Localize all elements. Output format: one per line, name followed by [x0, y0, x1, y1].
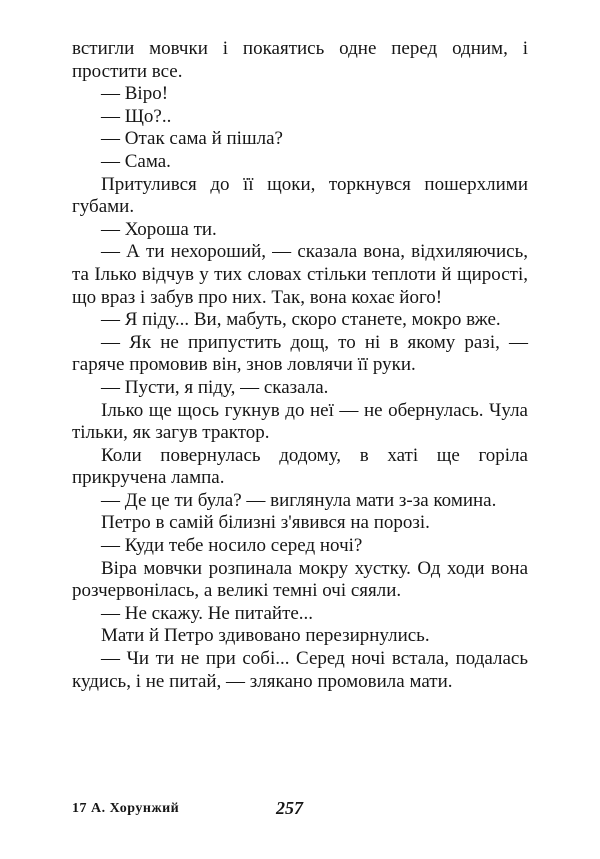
page-text [72, 38, 528, 693]
paragraph-dialogue: — Не скажу. Не питайте... [101, 602, 314, 624]
paragraph-dialogue: — Отак сама й пішла? [101, 128, 283, 150]
paragraph-narrative: Віра мовчки розпинала мокру хустку. Од ходи вона розчервонілась, а великі темні очі сяяли. [72, 557, 528, 602]
paragraph-dialogue: — А ти нехороший, — сказала вона, відхиляючись, та Ілько відчув у тих словах стільки теплоти й щирості, що враз і забув про них. Так, вона кохає його! [72, 241, 528, 308]
paragraph-continuation: встигли мовчки і покаятись одне перед одним, і простити все. [72, 38, 528, 82]
paragraph-dialogue: — Що?.. [101, 105, 172, 127]
paragraph-narrative: Петро в самій білизні з'явився на порозі. [101, 512, 430, 534]
paragraph-dialogue: — Віро! [101, 83, 169, 105]
paragraph-dialogue: — Сама. [101, 150, 171, 172]
paragraph-dialogue: — Як не припустить дощ, то ні в якому разі, — гаряче промовив він, знов ловлячи її руки. [72, 331, 528, 376]
paragraph-narrative: Коли повернулась додому, в хаті ще горіла прикручена лампа. [72, 444, 528, 489]
paragraph-narrative: Ілько ще щось гукнув до неї — не обернулась. Чула тільки, як загув трактор. [72, 399, 528, 444]
paragraph-dialogue: — Куди тебе носило серед ночі? [101, 535, 363, 557]
page-number: 257 [276, 798, 303, 818]
printer-signature: 17 А. Хорунжий [72, 801, 180, 816]
paragraph-dialogue: — Пусти, я піду, — сказала. [101, 376, 329, 398]
paragraph-dialogue: — Де це ти була? — виглянула мати з-за комина. [101, 489, 497, 511]
paragraph-dialogue: — Хороша ти. [101, 218, 217, 240]
page-footer [72, 798, 528, 821]
paragraph-dialogue: — Чи ти не при собі... Серед ночі встала, подалась кудись, і не питай, — злякано промовила мати. [72, 648, 528, 692]
paragraph-dialogue: — Я піду... Ви, мабуть, скоро станете, мокро вже. [101, 309, 501, 331]
paragraph-narrative: Мати й Петро здивовано перезирнулись. [101, 625, 430, 647]
paragraph-narrative: Притулився до її щоки, торкнувся пошерхлими губами. [72, 173, 528, 218]
